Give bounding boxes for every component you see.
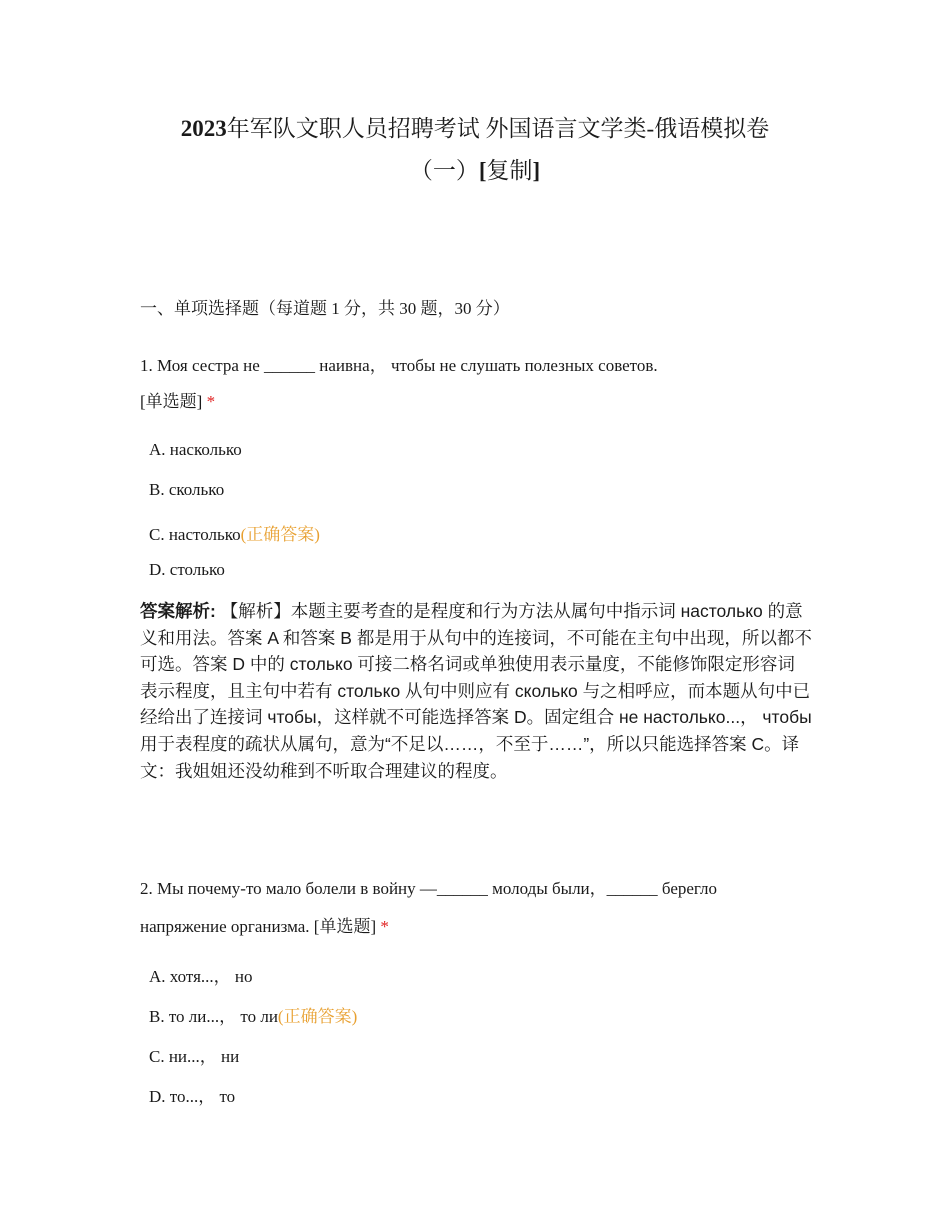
question-2-stem-line1: 2. Мы почему-то мало болели в войну —______ молоды были，______ берегло [140, 879, 718, 898]
document-title [100, 108, 850, 192]
question-2 [140, 870, 820, 1106]
option-b-text: B. сколько [149, 480, 225, 499]
required-mark: * [206, 392, 216, 411]
option-d-text: D. столько [149, 560, 225, 579]
title-main: 年军队文职人员招聘考试 外国语言文学类-俄语模拟卷 [226, 116, 770, 141]
option-c[interactable] [149, 1042, 239, 1067]
title-bracket-open: [ [478, 158, 487, 183]
question-1-text [140, 348, 820, 420]
question-2-stem-line2: напряжение организма. [140, 917, 310, 936]
analysis-label: 答案解析: [140, 601, 216, 621]
correct-answer-tag: (正确答案) [277, 1007, 358, 1026]
analysis-text: 【解析】本题主要考查的是程度和行为方法从属句中指示词 настолько 的意义和用法。答案 A 和答案 B 都是用于从句中的连接词，不可能在主句中出现，所以都不可选。答案 D 中的 столько 可接二格名词或单独使用表示量度，不能修饰限定形容词表示程度，且主句中若有 столько 从句中则应有 сколько 与之相呼应，而本题从句中已经给出了连接词 чтобы，这样就不可能选择答案 D。固定组合 не настолько...， чтобы 用于表程度的疏状从属句，意为“不足以……，不至于……”，所以只能选择答案 C。译文：我姐姐还没幼稚到不听取合理建议的程度。 [140, 601, 812, 781]
option-d-text: D. то...， то [149, 1087, 236, 1106]
section-heading: 一、单项选择题（每道题 1 分，共 30 题，30 分） [140, 299, 510, 318]
question-type-label: [单选题] [140, 392, 203, 411]
title-year: 2023 [180, 116, 227, 141]
question-1 [140, 348, 820, 579]
option-b[interactable] [149, 1002, 357, 1027]
option-c[interactable] [149, 520, 320, 545]
option-a[interactable] [149, 440, 242, 460]
correct-answer-tag: (正确答案) [240, 525, 320, 544]
option-c-text: C. ни...， ни [149, 1047, 240, 1066]
question-1-stem: 1. Моя сестра не ______ наивна， чтобы не слушать полезных советов. [140, 356, 658, 375]
title-paren: （一） [409, 158, 479, 183]
title-bracket-close: ] [532, 158, 541, 183]
option-a[interactable] [149, 962, 253, 987]
option-b[interactable] [149, 480, 224, 500]
option-c-text: C. настолько [149, 525, 241, 544]
option-a-text: A. насколько [149, 440, 242, 459]
option-d[interactable] [149, 560, 225, 580]
question-type-label: [单选题] [313, 917, 377, 936]
option-d[interactable] [149, 1082, 235, 1107]
title-copy: 复制 [486, 158, 533, 183]
option-a-text: A. хотя...， но [149, 967, 253, 986]
answer-analysis [140, 598, 812, 784]
option-b-text: B. то ли...， то ли [149, 1007, 278, 1026]
required-mark: * [380, 917, 389, 936]
question-2-text [140, 870, 820, 946]
